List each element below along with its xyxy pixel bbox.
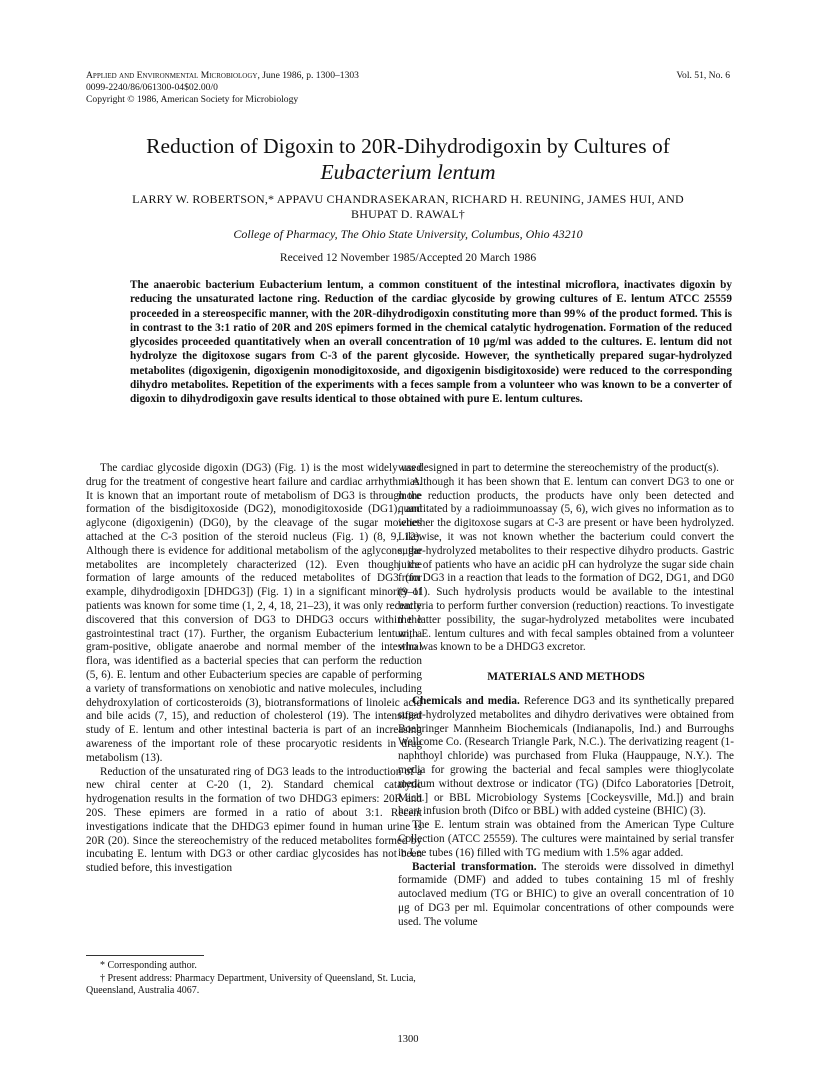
article-code: 0099-2240/86/061300-04$02.00/0 [86,82,218,93]
journal-citation [86,70,359,82]
paragraph [398,695,734,819]
paragraph: The cardiac glycoside digoxin (DG3) (Fig. 1) is the most widely used drug for the treatment of congestive heart failure and cardiac arrhythmias. It is known that an important route of metabolism of DG3 is through the formation of the bisdigitoxoside (DG2), monodigitoxoside (DG1), and aglycone (digoxigenin) (DG0), by the cleavage of the sugar moieties attached at the C-3 position of the steroid nucleus (Fig. 1) (8, 9, 12). Although there is evidence for additional metabolism of the aglycone, the metabolites are incompletely characterized (12). Even though the formation of large amounts of the reduced metabolites of DG3 (for example, dihydrodigoxin [DHDG3]) (Fig. 1) in a significant minority of patients was known for some time (1, 2, 4, 18, 21–23), it was only recently discovered that this conversion of DG3 to DHDG3 occurs within the gastrointestinal tract (17). Further, the organism Eubacterium lentum, a gram-positive, obligate anaerobe and normal member of the intestinal flora, was identified as a bacterial species that can perform the reduction (5, 6). E. lentum and other Eubacterium species are capable of performing a variety of transformations on xenobiotic and native molecules, including dehydroxylation of corticosteroids (3), biotransformations of linoleic acid and bile acids (7, 15), and reduction of cholesterol (19). The intensified study of E. lentum and other intestinal bacteria is part of an increasing awareness of the important role of these procaryotic residents in drug metabolism (13). [86,462,422,764]
page-number: 1300 [397,1034,419,1045]
paragraph-text: The steroids were dissolved in dimethyl formamide (DMF) and added to tubes containing 15 ml of freshly autoclaved medium (TG or BHIC) to give an overall concentration of 10 μg of DG3 per ml. Equimolar concentrations of other compounds were used. The volume [398,860,734,928]
footnote: * Corresponding author. [100,960,197,971]
journal-name: Applied and Environmental Microbiology [86,70,258,81]
authors-line-2: BHUPAT D. RAWAL† [351,207,465,221]
journal-issue: , June 1986, p. 1300–1303 [257,70,359,81]
right-column [398,462,734,930]
subsection-title: Bacterial transformation. [412,860,537,873]
paragraph: Although it has been shown that E. lentum can convert DG3 to one or more reduction products, the products have only been detected and quantitated by a radioimmunoassay (5, 6), wich gives no information as to whether the digitoxose sugars at C-3 are present or have been hydrolyzed. Likewise, it was not known whether the bacterium could convert the sugar-hydrolyzed metabolites to their respective dihydro products. Gastric juice of patients who have an acidic pH can hydrolyze the sugar side chain from DG3 in a reaction that leads to the formation of DG2, DG1, and DG0 (9–11). Such hydrolysis products would be available to the intestinal bacteria to perform further conversion (reduction) reactions. To investigate the latter possibility, the sugar-hydrolyzed metabolites were incubated with E. lentum cultures and with fecal samples obtained from a volunteer who was known to be a DHDG3 excretor. [398,475,734,654]
section-heading: MATERIALS AND METHODS [487,671,645,684]
footnote: † Present address: Pharmacy Department, University of Queensland, St. Lucia, Queensland, Australia 4067. [86,972,416,996]
left-column [86,462,422,876]
received-date: Received 12 November 1985/Accepted 20 March 1986 [279,251,537,264]
paragraph: was designed in part to determine the stereochemistry of the product(s). [398,462,719,474]
paragraph: Reduction of the unsaturated ring of DG3 leads to the introduction of a new chiral center at C-20 (1, 2). Standard chemical catalytic hydrogenation results in the formation of two DHDG3 epimers: 20R and 20S. These epimers are formed in a ratio of about 3:1. Recent investigations indicate that the DHDG3 epimer found in human urine is 20R (20). Since the stereochemistry of the reduced metabolites formed by incubating E. lentum with DG3 or other cardiac glycosides has not been studied before, this investigation [86,765,422,875]
abstract: The anaerobic bacterium Eubacterium lentum, a common constituent of the intestinal microflora, inactivates digoxin by reducing the unsaturated lactone ring. Reduction of the cardiac glycoside by growing cultures of E. lentum ATCC 25559 proceeded in a stereospecific manner, with the 20R-dihydrodigoxin constituting more than 99% of the product formed. This is in contrast to the 3:1 ratio of 20R and 20S epimers formed in the chemical catalytic hydrogenation. Formation of the reduced glycosides proceeded quantitatively when an overall concentration of 10 μg/ml was added to the cultures. E. lentum did not hydrolyze the digitoxose sugars from C-3 of the parent glycoside. However, the synthetically prepared sugar-hydrolyzed metabolites (digoxigenin, digoxigenin monodigitoxoside, and digoxigenin bisdigitoxoside) were reduced to the corresponding dihydro metabolites. Repetition of the experiments with a feces sample from a volunteer who was known to be a converter of digoxin to dihydrodigoxin gave results identical to those obtained with pure E. lentum cultures. [130,279,732,406]
paragraph [398,861,734,930]
copyright: Copyright © 1986, American Society for Microbiology [86,94,299,105]
title-line-2: Eubacterium lentum [320,160,496,184]
paragraph-text: Reference DG3 and its synthetically prepared sugar-hydrolyzed metabolites and dihydro derivatives were obtained from Boehringer Mannheim Biochemicals (Indianapolis, Ind.) and Burroughs Wellcome Co. (Research Triangle Park, N.C.). The derivatizing reagent (1-naphthoyl chloride) was purchased from Fluka (Hauppauge, N.Y.). The media for growing the bacterial and fecal samples were thioglycolate medium without dextrose or indicator (TG) (Difco Laboratories [Detroit, Mich.] or BBL Microbiology Systems [Cockeysville, Md.]) and brain heart infusion broth (Difco or BBL) with added cysteine (BHIC) (3). [398,694,734,818]
affiliation: College of Pharmacy, The Ohio State University, Columbus, Ohio 43210 [233,227,583,241]
article-title [60,133,756,185]
footnotes [86,960,422,998]
volume: Vol. 51, No. 6 [676,70,730,81]
authors-line-1: LARRY W. ROBERTSON,* APPAVU CHANDRASEKARAN, RICHARD H. REUNING, JAMES HUI, AND [132,192,684,206]
authors [70,192,746,222]
paragraph: The E. lentum strain was obtained from the American Type Culture Collection (ATCC 25559). The cultures were maintained by serial transfer in Lee tubes (16) filled with TG medium with 1.5% agar added. [398,819,734,859]
footnote-rule [86,955,204,956]
subsection-title: Chemicals and media. [412,694,520,707]
title-line-1: Reduction of Digoxin to 20R-Dihydrodigoxin by Cultures of [146,134,670,158]
